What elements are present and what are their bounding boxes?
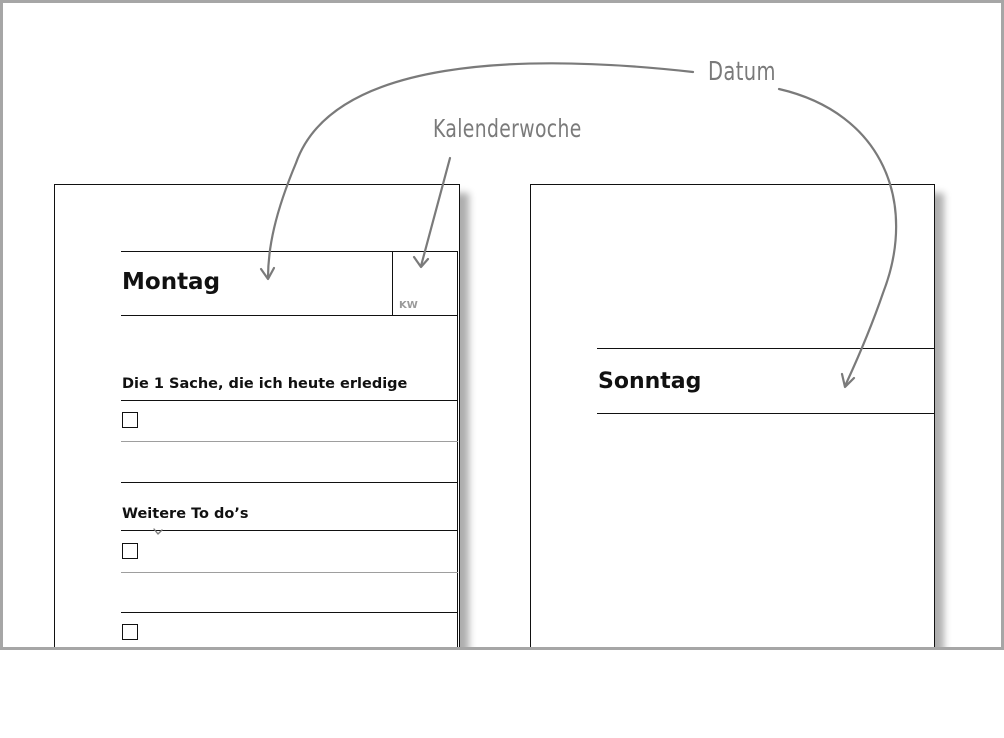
date-annotation: Datum: [708, 57, 776, 87]
day-title-monday: Montag: [122, 269, 221, 295]
date-arrow-to-sunday: [779, 89, 896, 386]
annotation-arrows: [3, 3, 1004, 650]
more-todos-heading: Weitere To do’s: [122, 506, 249, 522]
kw-label: KW: [399, 300, 418, 311]
week-arrow: [421, 158, 450, 266]
main-task-heading: Die 1 Sache, die ich heute erledige: [122, 376, 408, 392]
stray-mark: [154, 529, 162, 534]
date-arrow-to-monday: [268, 63, 693, 278]
week-annotation: Kalenderwoche: [433, 114, 582, 143]
day-title-sunday: Sonntag: [598, 369, 702, 394]
